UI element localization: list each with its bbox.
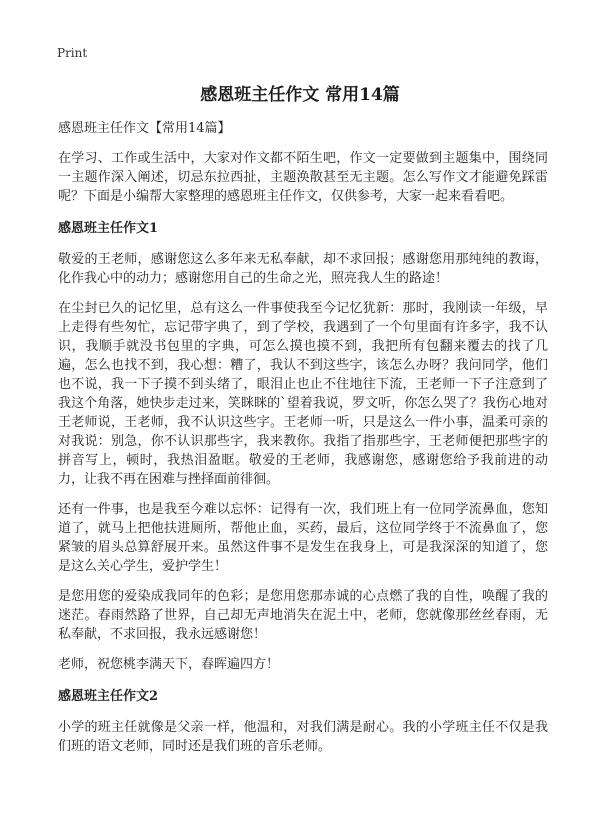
page-title: 感恩班主任作文 常用14篇 (200, 85, 400, 105)
article-body (58, 119, 548, 767)
paragraph: 是您用您的爱染成我同年的色彩；是您用您那赤诚的心点燃了我的自性，唤醒了我的迷茫。春雨然路了世界，自己却无声地消失在泥土中，老师，您就像那丝丝春雨，无私奉献，不求回报，我永远感谢您！ (58, 589, 548, 642)
paragraph: 在尘封已久的记忆里，总有这么一件事使我至今记忆犹新：那时，我刚读一年级，早上走得有些匆忙，忘记带字典了，到了学校，我遇到了一个句里面有许多字，我不认识，我顺手就没书包里的字典，可怎么摸也摸不到，我把所有包翻来覆去的找了几遍，怎么也找不到，我心想：糟了，我认不到这些字，该怎么办呀？我问同学，他们也不说，我一下子摸不到头绪了，眼泪止也止不住地往下流，王老师一下子注意到了我这个角落，她快步走过来，笑眯眯的`望着我说，罗文听，你怎么哭了？我伤心地对王老师说，王老师，我不认识这些字。王老师一听，只是这么一件小事，温柔可亲的对我说：别急，你不认识那些字，我来教你。我指了指那些字，王老师便把那些字的拼音写上，顿时，我热泪盈眶。敬爱的王老师，我感谢您，感谢您给予我前进的动力，让我不再在困难与挫择面前徘徊。 (58, 301, 548, 487)
paragraph: 还有一件事，也是我至今难以忘怀：记得有一次，我们班上有一位同学流鼻血，您知道了，就马上把他扶进厕所，帮他止血，买药，最后，这位同学终于不流鼻血了，您紧皱的眉头总算舒展开来。虽然这件事不是发生在我身上，可是我深深的知道了，您是这么关心学生，爱护学生！ (58, 502, 548, 574)
intro-paragraph: 在学习、工作或生活中，大家对作文都不陌生吧，作文一定要做到主题集中，围绕同一主题作深入阐述，切忌东拉西扯，主题涣散甚至无主题。怎么写作文才能避免踩雷呢？下面是小编帮大家整理的感恩班主任作文，仅供参考，大家一起来看看吧。 (58, 151, 548, 204)
print-label: Print (57, 46, 88, 60)
article-subtitle: 感恩班主任作文【常用14篇】 (58, 121, 231, 136)
paragraph: 小学的班主任就像是父亲一样，他温和，对我们满是耐心。我的小学班主任不仅是我们班的语文老师，同时还是我们班的音乐老师。 (58, 720, 548, 754)
section-heading-1: 感恩班主任作文1 (58, 221, 159, 236)
paragraph: 敬爱的王老师，感谢您这么多年来无私奉献，却不求回报；感谢您用那纯纯的教诲，化作我心中的动力；感谢您用自己的生命之光，照亮我人生的路途！ (58, 252, 548, 286)
section-heading-2: 感恩班主任作文2 (58, 689, 159, 704)
paragraph: 老师，祝您桃李满天下，春晖遍四方！ (58, 657, 280, 672)
